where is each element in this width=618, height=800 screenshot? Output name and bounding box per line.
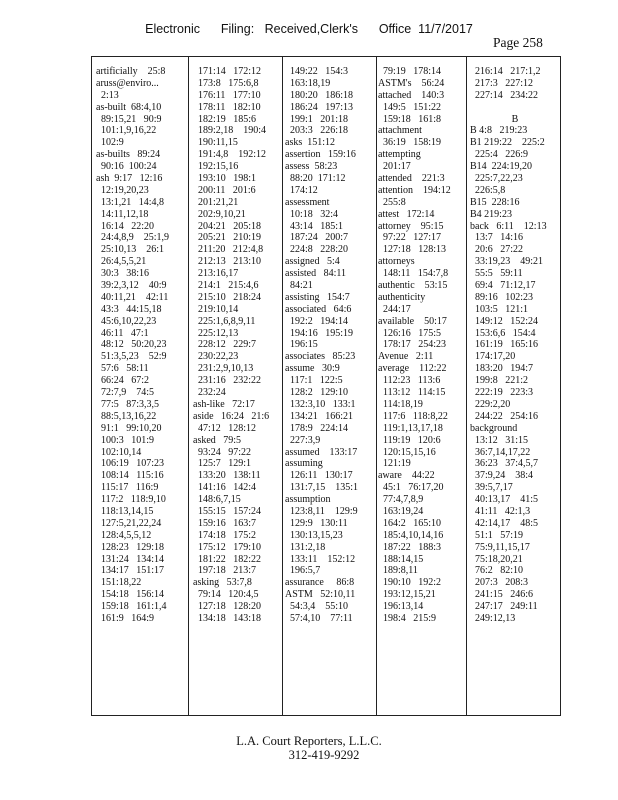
index-entry: 191:4,8 192:12 [193,149,267,161]
index-entry: assume 30:9 [285,363,340,375]
index-entry: 227:14 234:22 [470,89,539,101]
index-entry: attorney 95:15 [378,220,444,232]
index-entry: authenticity [378,291,426,303]
index-entry: 88:20 171:12 [285,173,346,185]
index-entry: 108:14 115:16 [96,470,164,482]
index-entry: 48:12 50:20,23 [96,339,167,351]
index-entry: 39:5,7,17 [470,482,513,494]
index-entry: 10:18 32:4 [285,208,339,220]
index-entry: 217:3 227:12 [470,77,534,89]
index-entry: B14 224:19,20 [470,161,532,173]
index-entry: authentic 53:15 [378,280,448,292]
index-entry: 134:17 151:17 [96,565,165,577]
index-entry: 90:16 100:24 [96,161,157,173]
index-entry: 155:15 157:24 [193,505,262,517]
index-entry: 43:14 185:1 [285,220,344,232]
index-entry: assurance 86:8 [285,577,355,589]
index-entry: 36:19 158:19 [378,137,442,149]
index-entry: 225:1,6,8,9,11 [193,315,256,327]
index-entry: 77:5 87:3,3,5 [96,398,160,410]
index-entry: 119:1,13,17,18 [378,422,443,434]
index-entry: 211:20 212:4,8 [193,244,264,256]
index-entry: 196:15 [285,339,318,351]
index-entry: B 4:8 219:23 [470,125,528,137]
index-entry: 204:21 205:18 [193,220,262,232]
index-entry: B4 219:23 [470,208,512,220]
index-entry: 13:7 14:16 [470,232,524,244]
index-entry: 25:10,13 26:1 [96,244,165,256]
index-entry: 51:1 57:19 [470,529,524,541]
index-entry: 129:9 130:11 [285,517,348,529]
index-entry: 2:13 [96,89,119,101]
index-entry: 93:24 97:22 [193,446,252,458]
index-entry: 222:19 223:3 [470,387,534,399]
index-entry: 189:8,11 [378,565,418,577]
index-entry: 159:18 161:8 [378,113,442,125]
index-entry: 216:14 217:1,2 [470,66,541,77]
page-number: Page 258 [493,35,543,50]
index-entry: 119:19 120:6 [378,434,441,446]
index-entry: 207:3 208:3 [470,577,529,589]
index-entry: 117:1 122:5 [285,375,343,387]
index-entry: 121:19 [378,458,411,470]
index-entry: 212:13 213:10 [193,256,262,268]
index-entry: 205:21 210:19 [193,232,262,244]
index-entry: ASTM's 56:24 [378,77,445,89]
index-entry: 201:21,21 [193,196,239,208]
index-entry: 113:12 114:15 [378,387,446,399]
index-entry: 175:12 179:10 [193,541,262,553]
index-entry: 199:1 201:18 [285,113,349,125]
index-entry: 115:17 116:9 [96,482,159,494]
index-entry: associates 85:23 [285,351,356,363]
index-entry: B1 219:22 225:2 [470,137,545,149]
index-entry: 174:12 [285,184,318,196]
index-entry: 181:22 182:22 [193,553,262,565]
index-entry: 196:13,14 [378,601,424,613]
index-entry: 249:12,13 [470,612,516,624]
column-divider [282,57,283,715]
index-entry: 187:22 188:3 [378,541,442,553]
index-entry: 163:19,24 [378,505,424,517]
index-entry: 132:3,10 133:1 [285,398,356,410]
index-entry: 149:12 152:24 [470,315,539,327]
index-entry: 225:12,13 [193,327,239,339]
footer-phone: 312-419-9292 [288,748,360,762]
index-entry: asked 79:5 [193,434,242,446]
index-entry: 101:1,9,16,22 [96,125,157,137]
index-entry: 180:20 186:18 [285,89,354,101]
index-entry: 57:4,10 77:11 [285,612,353,624]
index-entry: back 6:11 12:13 [470,220,547,232]
index-entry: 118:13,14,15 [96,505,154,517]
index-entry: 192:2 194:14 [285,315,349,327]
index-entry: 149:22 154:3 [285,66,349,77]
index-entry: 126:11 130:17 [285,470,353,482]
index-entry: 198:4 215:9 [378,612,437,624]
index-entry: Avenue 2:11 [378,351,434,363]
index-entry: 190:11,15 [193,137,238,149]
index-entry: background [470,422,518,434]
index-entry: assisting 154:7 [285,291,350,303]
index-entry: assessment [285,196,330,208]
index-entry: 42:14,17 48:5 [470,517,539,529]
index-entry: 178:9 224:14 [285,422,349,434]
index-entry: 174:18 175:2 [193,529,257,541]
index-entry: 225:4 226:9 [470,149,529,161]
index-entry: available 50:17 [378,315,447,327]
index-entry: 13:1,21 14:4,8 [96,196,165,208]
index-entry: 133:11 152:12 [285,553,356,565]
index-entry: 231:16 232:22 [193,375,262,387]
index-entry: 89:16 102:23 [470,291,534,303]
index-entry: assertion 159:16 [285,149,356,161]
index-entry: assuming [285,458,323,470]
index-entry: 24:4,8,9 25:1,9 [96,232,170,244]
index-entry: 199:8 221:2 [470,375,529,387]
index-entry: 255:8 [378,196,406,208]
index-entry: 196:5,7 [285,565,321,577]
index-entry: 171:14 172:12 [193,66,262,77]
index-entry: attorneys [378,256,415,268]
column-divider [466,57,467,715]
index-entry: 20:6 27:22 [470,244,524,256]
index-entry: 57:6 58:11 [96,363,149,375]
index-entry: 26:4,5,5,21 [96,256,147,268]
index-entry: assigned 5:4 [285,256,340,268]
index-entry: 127:18 128:13 [378,244,447,256]
index-entry: 117:6 118:8,22 [378,410,448,422]
index-entry: 41:11 42:1,3 [470,505,531,517]
index-entry: 51:3,5,23 52:9 [96,351,167,363]
footer-company: L.A. Court Reporters, L.L.C. [236,734,382,748]
index-entry: ASTM 52:10,11 [285,589,356,601]
index-entry: average 112:22 [378,363,447,375]
index-entry: 227:3,9 [285,434,321,446]
index-entry: 134:21 166:21 [285,410,354,422]
index-entry: 193:10 198:1 [193,173,257,185]
index-column-1 [96,66,182,711]
index-entry: 183:20 194:7 [470,363,534,375]
index-column-4 [378,66,466,711]
index-entry: 120:15,15,16 [378,446,436,458]
index-entry: 194:16 195:19 [285,327,354,339]
index-entry: 161:19 165:16 [470,339,539,351]
index-entry: 159:16 163:7 [193,517,257,529]
index-entry: 126:16 175:5 [378,327,442,339]
index-entry: 79:14 120:4,5 [193,589,259,601]
index-entry: 159:18 161:1,4 [96,601,167,613]
index-entry: ash 9:17 12:16 [96,173,163,185]
index-entry: 244:17 [378,303,411,315]
index-entry: assumed 133:17 [285,446,358,458]
index-entry: ash-like 72:17 [193,398,255,410]
index-entry: 114:18,19 [378,398,423,410]
index-entry: attest 172:14 [378,208,435,220]
index-entry: 128:2 129:10 [285,387,349,399]
index-entry: 37:9,24 38:4 [470,470,534,482]
index-entry: 54:3,4 55:10 [285,601,349,613]
index-entry: B [511,113,519,125]
index-entry: 100:3 101:9 [96,434,155,446]
index-entry: 131:7,15 135:1 [285,482,359,494]
index-entry: 219:10,14 [193,303,239,315]
index-entry: 106:19 107:23 [96,458,165,470]
index-entry: 40:11,21 42:11 [96,291,169,303]
index-column-2 [193,66,281,711]
index-entry: aside 16:24 21:6 [193,410,270,422]
index-entry: 72:7,9 74:5 [96,387,155,399]
index-entry: 232:24 [193,387,226,399]
index-entry: 247:17 249:11 [470,601,538,613]
index-entry: 127:5,21,22,24 [96,517,162,529]
index-entry: 66:24 67:2 [96,375,150,387]
index-entry: 97:22 127:17 [378,232,442,244]
index-entry: 224:8 228:20 [285,244,349,256]
index-entry: 202:9,10,21 [193,208,246,220]
index-entry: 36:23 37:4,5,7 [470,458,539,470]
index-entry: assess 58:23 [285,161,338,173]
index-entry: 123:8,11 129:9 [285,505,358,517]
index-entry: 33:19,23 49:21 [470,256,544,268]
index-entry: 133:20 138:11 [193,470,261,482]
index-entry: 89:15,21 90:9 [96,113,162,125]
index-entry: 102:9 [96,137,124,149]
index-entry: 128:23 129:18 [96,541,165,553]
index-entry: 131:24 134:14 [96,553,165,565]
index-entry: 40:13,17 41:5 [470,494,539,506]
index-entry: 230:22,23 [193,351,239,363]
index-entry: 117:2 118:9,10 [96,494,166,506]
index-entry: 149:5 151:22 [378,101,442,113]
index-entry: artificially 25:8 [96,66,166,77]
index-entry: 14:11,12,18 [96,208,149,220]
index-entry: 188:14,15 [378,553,424,565]
index-entry: 231:2,9,10,13 [193,363,254,375]
index-entry: 174:17,20 [470,351,516,363]
index-entry: 130:13,15,23 [285,529,343,541]
index-entry: 178:11 182:10 [193,101,261,113]
index-entry: 164:2 165:10 [378,517,442,529]
index-entry: 77:4,7,8,9 [378,494,424,506]
index-entry: 43:3 44:15,18 [96,303,162,315]
index-entry: asking 53:7,8 [193,577,252,589]
index-entry: as-built 68:4,10 [96,101,162,113]
index-entry: 36:7,14,17,22 [470,446,531,458]
index-entry: 192:15,16 [193,161,239,173]
index-entry: 241:15 246:6 [470,589,534,601]
index-entry: 190:10 192:2 [378,577,442,589]
index-entry: 69:4 71:12,17 [470,280,536,292]
index-column-3 [285,66,375,711]
index-entry: asks 151:12 [285,137,335,149]
index-entry: 45:1 76:17,20 [378,482,444,494]
index-entry: as-builts 89:24 [96,149,161,161]
index-entry: aware 44:22 [378,470,435,482]
index-entry: 215:10 218:24 [193,291,262,303]
column-divider [376,57,377,715]
index-entry: 187:24 200:7 [285,232,349,244]
index-entry: 182:19 185:6 [193,113,257,125]
index-entry: attended 221:3 [378,173,445,185]
index-entry: 176:11 177:10 [193,89,261,101]
index-entry: 228:12 229:7 [193,339,257,351]
index-entry: 75:9,11,15,17 [470,541,530,553]
index-entry: 47:12 128:12 [193,422,257,434]
index-entry: 197:18 213:7 [193,565,257,577]
index-entry: 148:6,7,15 [193,494,241,506]
index-entry: aruss@enviro... [96,77,159,89]
index-entry: 12:19,20,23 [96,184,149,196]
index-entry: 39:2,3,12 40:9 [96,280,167,292]
index-entry: 13:12 31:15 [470,434,529,446]
footer [0,734,618,762]
index-entry: assisted 84:11 [285,268,347,280]
index-entry: 30:3 38:16 [96,268,150,280]
index-entry: 127:18 128:20 [193,601,262,613]
index-entry: 55:5 59:11 [470,268,523,280]
index-entry: 88:5,13,16,22 [96,410,157,422]
index-entry: 225:7,22,23 [470,173,523,185]
index-entry: 79:19 178:14 [378,66,442,77]
index-entry: 148:11 154:7,8 [378,268,449,280]
index-entry: 185:4,10,14,16 [378,529,444,541]
index-entry: 178:17 254:23 [378,339,447,351]
index-entry: 102:10,14 [96,446,142,458]
index-entry: 151:18,22 [96,577,142,589]
index-entry: 84:21 [285,280,313,292]
index-entry: associated 64:6 [285,303,352,315]
index-entry: 200:11 201:6 [193,184,256,196]
index-entry: 201:17 [378,161,411,173]
index-column-5 [470,66,560,711]
index-entry: 45:6,10,22,23 [96,315,157,327]
index-entry: 153:6,6 154:4 [470,327,536,339]
index-entry: attempting [378,149,421,161]
index-entry: 203:3 226:18 [285,125,349,137]
index-entry: attention 194:12 [378,184,451,196]
index-frame [91,56,561,716]
index-entry: attached 140:3 [378,89,445,101]
index-entry: 173:8 175:6,8 [193,77,259,89]
index-entry: 154:18 156:14 [96,589,165,601]
index-entry: 131:2,18 [285,541,326,553]
index-entry: 76:2 82:10 [470,565,524,577]
index-entry: 103:5 121:1 [470,303,529,315]
index-entry: 75:18,20,21 [470,553,523,565]
index-entry: 186:24 197:13 [285,101,354,113]
index-entry: 125:7 129:1 [193,458,252,470]
index-entry: attachment [378,125,422,137]
index-entry: 128:4,5,5,12 [96,529,152,541]
index-entry: assumption [285,494,331,506]
column-divider [188,57,189,715]
index-entry: 193:12,15,21 [378,589,436,601]
index-entry: 189:2,18 190:4 [193,125,267,137]
index-entry: 226:5,8 [470,184,506,196]
filing-stamp-header: Electronic Filing: Received,Clerk's Office 11/7/2017 [145,22,473,36]
index-entry: 213:16,17 [193,268,239,280]
index-entry: 141:16 142:4 [193,482,257,494]
index-entry: 112:23 113:6 [378,375,441,387]
index-entry [470,102,560,114]
index-entry: 16:14 22:20 [96,220,155,232]
index-entry: 229:2,20 [470,398,511,410]
index-entry: 161:9 164:9 [96,612,155,624]
index-entry: B15 228:16 [470,196,520,208]
index-entry: 214:1 215:4,6 [193,280,259,292]
index-entry: 163:18,19 [285,77,331,89]
index-entry: 91:1 99:10,20 [96,422,162,434]
index-entry: 46:11 47:1 [96,327,149,339]
index-entry: 244:22 254:16 [470,410,539,422]
index-entry: 134:18 143:18 [193,612,262,624]
